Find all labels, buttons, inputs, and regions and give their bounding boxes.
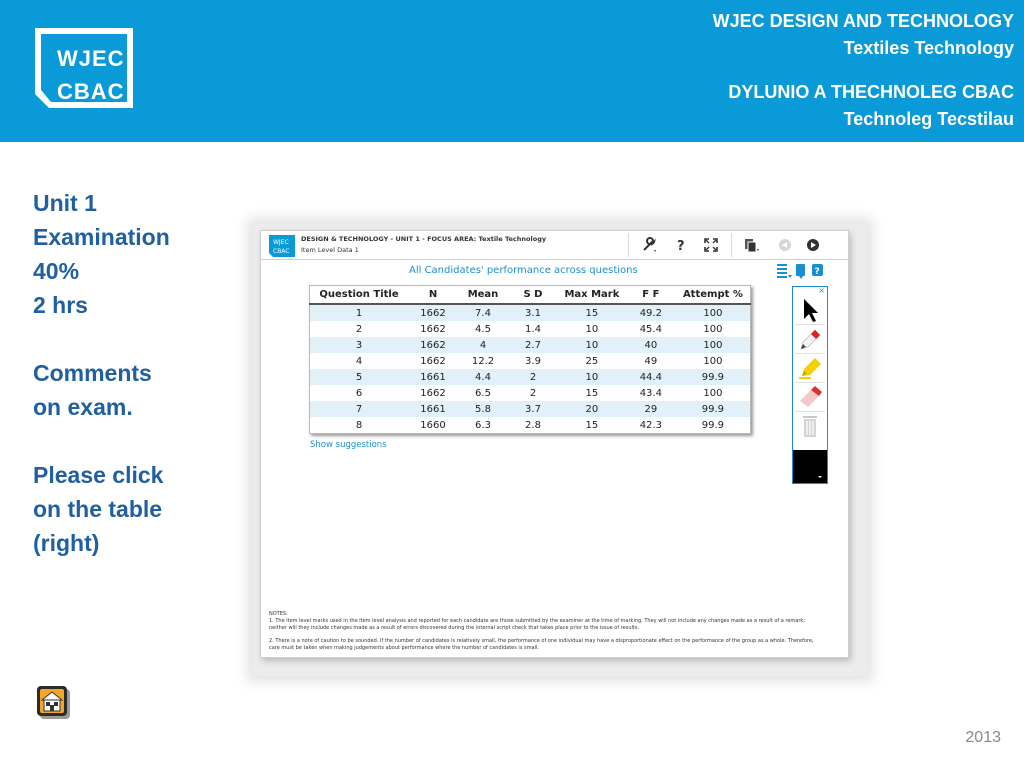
notes-heading: NOTES:: [269, 611, 288, 617]
table-cell: 1662: [408, 385, 458, 401]
instruction-line-1: Please click: [33, 462, 164, 488]
table-cell: 100: [676, 385, 751, 401]
table-row[interactable]: [310, 337, 751, 353]
exam-label: Examination: [33, 224, 170, 250]
table-caption: All Candidates' performance across questions: [409, 265, 638, 276]
table-cell: 15: [558, 304, 626, 321]
svg-text:?: ?: [814, 267, 820, 277]
drawing-palette: [792, 286, 828, 484]
eraser-icon: [795, 383, 825, 411]
table-row[interactable]: [310, 353, 751, 369]
table-row[interactable]: [310, 385, 751, 401]
table-cell: 2: [508, 385, 558, 401]
table-row[interactable]: [310, 417, 751, 434]
note-1a: 1. The item level marks used in the item level analysis and reported for each candidate are those submitted by the examiner at the time of marking. They will not include any changes made as a result of a remark;: [269, 618, 805, 624]
comments-line-2: on exam.: [33, 394, 133, 420]
info-help-icon: [812, 264, 823, 277]
note-2b: care must be taken when making judgements about performance where the number of candidates is small.: [269, 645, 539, 651]
results-table[interactable]: [309, 285, 751, 434]
svg-text:WJEC: WJEC: [273, 239, 289, 246]
red-pen-icon: [795, 325, 825, 353]
notes-section: [269, 611, 819, 652]
table-cell: 3.9: [508, 353, 558, 369]
table-cell: 2: [508, 369, 558, 385]
home-icon: [37, 686, 71, 720]
table-cell: 3.1: [508, 304, 558, 321]
header-line-2: Textiles Technology: [843, 38, 1014, 58]
table-cell: 4.5: [458, 321, 508, 337]
play-icon[interactable]: [805, 237, 821, 253]
table-cell: 45.4: [626, 321, 676, 337]
app-logo: [269, 235, 295, 257]
fullscreen-icon[interactable]: [703, 237, 719, 253]
table-cell: 99.9: [676, 417, 751, 434]
trash-icon: [795, 412, 825, 440]
app-title: DESIGN & TECHNOLOGY - UNIT 1 - FOCUS AREA: Textile Technology: [301, 235, 547, 243]
instruction-line-3: (right): [33, 530, 100, 556]
table-cell: 29: [626, 401, 676, 417]
weight-label: 40%: [33, 258, 80, 284]
list-view-icon: [777, 264, 792, 278]
color-picker[interactable]: [793, 450, 827, 483]
table-cell: 1662: [408, 353, 458, 369]
app-subtitle: Item Level Data 1: [301, 246, 359, 254]
table-cell: 2: [310, 321, 409, 337]
unit-label: Unit 1: [33, 190, 97, 216]
table-cell: 15: [558, 385, 626, 401]
table-cell: 3.7: [508, 401, 558, 417]
back-icon[interactable]: [777, 237, 793, 253]
table-row[interactable]: [310, 304, 751, 321]
table-cell: 4: [310, 353, 409, 369]
bookmark-icon: [796, 264, 805, 279]
pointer-tool[interactable]: [795, 296, 825, 325]
table-cell: 8: [310, 417, 409, 434]
column-header[interactable]: S D: [508, 286, 558, 305]
table-cell: 49: [626, 353, 676, 369]
table-cell: 100: [676, 304, 751, 321]
table-cell: 20: [558, 401, 626, 417]
column-header[interactable]: Mean: [458, 286, 508, 305]
table-cell: 6: [310, 385, 409, 401]
column-header[interactable]: Attempt %: [676, 286, 751, 305]
table-cell: 1661: [408, 369, 458, 385]
table-cell: 6.5: [458, 385, 508, 401]
table-cell: 1660: [408, 417, 458, 434]
logo-text-wjec: WJEC: [57, 46, 125, 71]
table-cell: 1662: [408, 304, 458, 321]
table-cell: 1: [310, 304, 409, 321]
show-suggestions-link[interactable]: Show suggestions: [310, 440, 387, 450]
table-cell: 10: [558, 321, 626, 337]
table-cell: 12.2: [458, 353, 508, 369]
logo-text-cbac: CBAC: [57, 79, 125, 104]
table-cell: 99.9: [676, 401, 751, 417]
table-cell: 2.8: [508, 417, 558, 434]
table-cell: 3: [310, 337, 409, 353]
table-cell: 1662: [408, 321, 458, 337]
svg-text:CBAC: CBAC: [273, 248, 290, 255]
header-banner: [0, 0, 1024, 142]
table-cell: 5: [310, 369, 409, 385]
table-cell: 42.3: [626, 417, 676, 434]
copy-icon[interactable]: [743, 237, 759, 253]
yellow-highlighter-icon: [795, 354, 825, 382]
table-cell: 2.7: [508, 337, 558, 353]
item-level-data-window[interactable]: [260, 230, 849, 658]
eraser-tool[interactable]: [795, 383, 825, 412]
table-cell: 100: [676, 337, 751, 353]
table-cell: 4.4: [458, 369, 508, 385]
instruction-line-2: on the table: [33, 496, 163, 522]
column-header[interactable]: Max Mark: [558, 286, 626, 305]
header-titles: [713, 8, 1014, 133]
palette-close-button[interactable]: ×: [818, 286, 825, 295]
table-row[interactable]: [310, 369, 751, 385]
red-pen-tool[interactable]: [795, 325, 825, 354]
table-cell: 100: [676, 353, 751, 369]
comments-line-1: Comments: [33, 360, 152, 386]
note-2a: 2. There is a note of caution to be sounded. If the number of candidates is relatively small, the performance of one individual may have a disproportionate effect on the performance of the group as a whole. Therefore,: [269, 638, 814, 644]
table-cell: 4: [458, 337, 508, 353]
table-cell: 6.3: [458, 417, 508, 434]
table-cell: 10: [558, 337, 626, 353]
table-cell: 1661: [408, 401, 458, 417]
highlighter-tool[interactable]: [795, 354, 825, 383]
header-line-4: Technoleg Tecstilau: [843, 109, 1014, 129]
table-cell: 40: [626, 337, 676, 353]
svg-text:?: ?: [677, 239, 685, 253]
app-header: [261, 231, 848, 260]
year-label: 2013: [965, 729, 1001, 746]
column-header[interactable]: Question Title: [310, 286, 409, 305]
column-header[interactable]: F F: [626, 286, 676, 305]
wjec-logo: [35, 28, 133, 108]
column-header[interactable]: N: [408, 286, 458, 305]
header-line-1: WJEC DESIGN AND TECHNOLOGY: [712, 11, 1014, 31]
note-1b: neither will they include changes made as a result of errors discovered during the internal script check that takes place prior to the issue of results.: [269, 625, 640, 631]
table-cell: 49.2: [626, 304, 676, 321]
table-row[interactable]: [310, 401, 751, 417]
table-cell: 1662: [408, 337, 458, 353]
table-cell: 99.9: [676, 369, 751, 385]
pointer-icon: [795, 296, 825, 324]
view-options: [777, 263, 827, 279]
table-cell: 7: [310, 401, 409, 417]
table-cell: 10: [558, 369, 626, 385]
table-header-row: [310, 286, 751, 305]
help-icon[interactable]: [673, 237, 689, 253]
table-cell: 43.4: [626, 385, 676, 401]
table-cell: 100: [676, 321, 751, 337]
wrench-icon[interactable]: [641, 237, 657, 253]
table-cell: 44.4: [626, 369, 676, 385]
exam-info: [33, 186, 233, 560]
table-row[interactable]: [310, 321, 751, 337]
trash-tool[interactable]: [795, 412, 825, 440]
table-cell: 5.8: [458, 401, 508, 417]
chevron-down-icon: [793, 450, 827, 483]
table-cell: 7.4: [458, 304, 508, 321]
table-cell: 25: [558, 353, 626, 369]
home-button[interactable]: [37, 686, 71, 720]
header-line-3: DYLUNIO A THECHNOLEG CBAC: [728, 82, 1014, 102]
duration-label: 2 hrs: [33, 292, 88, 318]
table-cell: 15: [558, 417, 626, 434]
table-cell: 1.4: [508, 321, 558, 337]
